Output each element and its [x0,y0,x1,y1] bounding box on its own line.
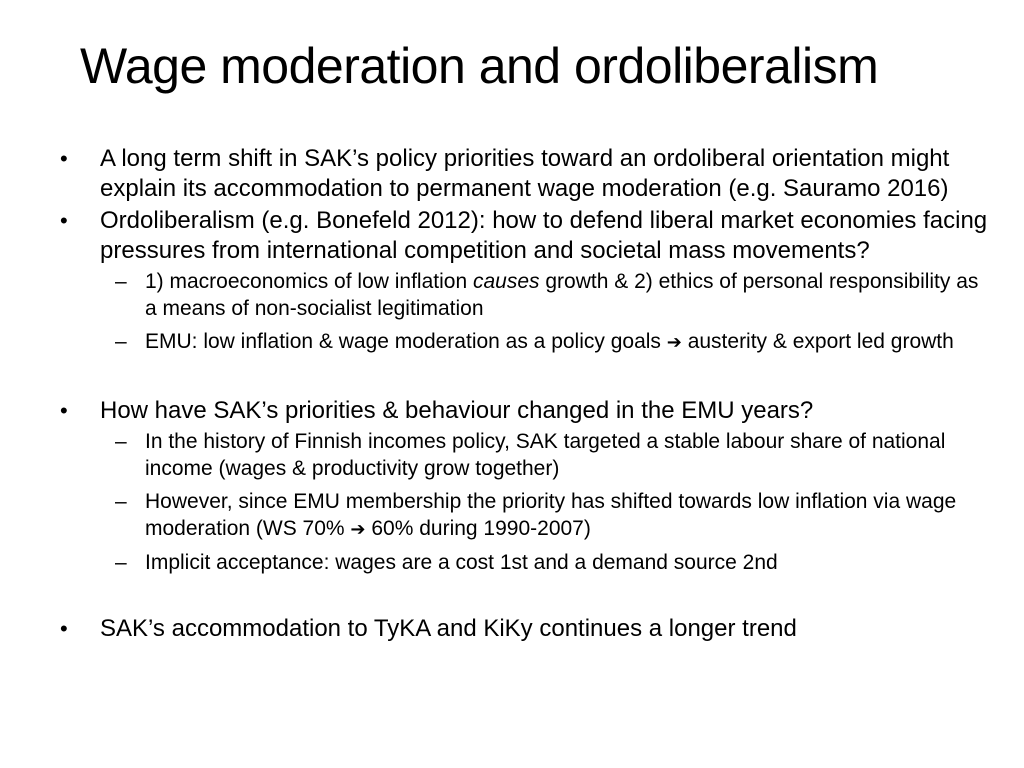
bullet-item [58,396,988,426]
sub-bullet-item [58,488,988,543]
sub-bullet-text: Implicit acceptance: wages are a cost 1st and a demand source 2nd [145,551,778,574]
sub-bullet-text-end: 60% during 1990-2007) [365,517,591,540]
slide-body [58,144,988,646]
sub-bullet-marker: – [115,490,127,513]
arrow-icon: ➔ [666,332,682,353]
bullet-text: How have SAK’s priorities & behaviour changed in the EMU years? [100,397,814,424]
arrow-icon: ➔ [350,519,366,540]
sub-bullet-marker: – [115,551,127,574]
sub-bullet-item [58,268,988,322]
sub-bullet-text-end: austerity & export led growth [681,330,954,353]
sub-bullet-emphasis: causes [472,270,540,293]
sub-bullet-text-start: However, since EMU membership the priority has shifted towards low inflation via wage moderation (WS 70% [145,490,957,540]
spacer [58,362,988,396]
bullet-item [58,614,988,644]
sub-bullet-text-start: 1) macroeconomics of low inflation [145,270,473,293]
bullet-text: SAK’s accommodation to TyKA and KiKy continues a longer trend [100,615,797,642]
sub-bullet-marker: – [115,330,127,353]
sub-bullet-marker: – [115,270,127,293]
sub-bullet-text-start: EMU: low inflation & wage moderation as a policy goals [145,330,667,353]
sub-bullet-text: In the history of Finnish incomes policy, SAK targeted a stable labour share of national income (wages & productivity grow together) [145,430,946,480]
slide-title: Wage moderation and ordoliberalism [80,38,879,94]
spacer [58,582,988,614]
bullet-text: A long term shift in SAK’s policy priorities toward an ordoliberal orientation might explain its accommodation to permanent wage moderation (e.g. Sauramo 2016) [100,145,950,202]
sub-bullet-item [58,428,988,482]
sub-bullet-text-end: growth & 2) ethics of personal responsibility as a means of non-socialist legitimation [145,270,979,320]
bullet-text: Ordoliberalism (e.g. Bonefeld 2012): how to defend liberal market economies facing pressures from international competition and societal mass movements? [100,207,988,264]
bullet-marker: • [60,146,68,171]
bullet-item [58,144,988,204]
sub-bullet-marker: – [115,430,127,453]
bullet-marker: • [60,208,68,233]
bullet-item [58,206,988,266]
bullet-marker: • [60,398,68,423]
sub-bullet-item [58,328,988,356]
bullet-marker: • [60,616,68,641]
sub-bullet-item [58,549,988,576]
